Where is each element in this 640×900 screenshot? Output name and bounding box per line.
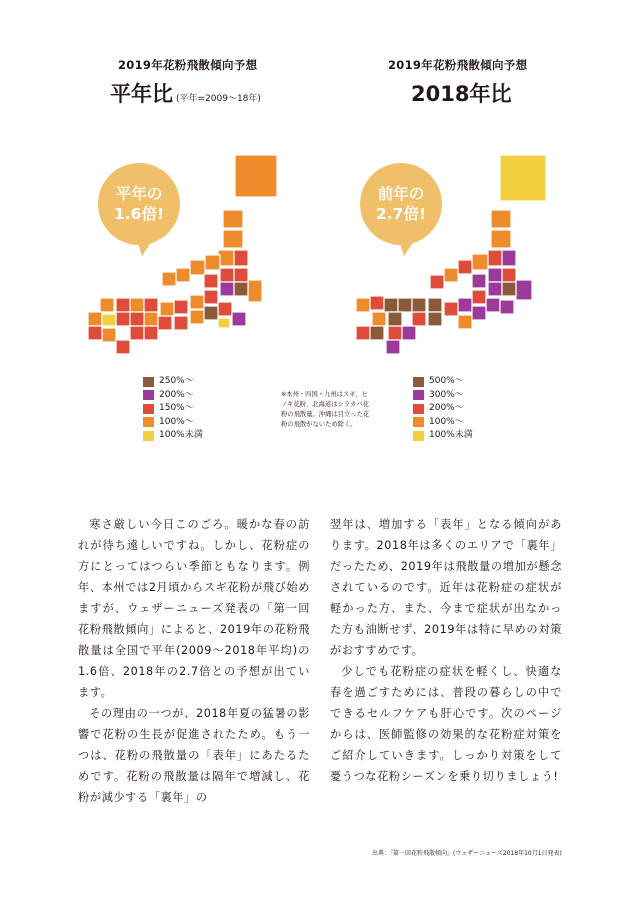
legend-label: 100%〜: [429, 416, 464, 427]
legend-swatch: [413, 390, 424, 400]
legend-swatch: [143, 377, 154, 387]
japan-map-right: [348, 150, 568, 360]
legend-label: 100%〜: [159, 416, 194, 427]
body-paragraph-continuation: 翌年は、増加する「表年」となる傾向があります。2018年は多くのエリアで「裏年」だったため、2019年は飛散量の増加が懸念されているのです。近年は花粉症の症状が軽かった方、また、今まで症状が出なかった方も油断せず、2019年は特に早めの対策がおすすめです。: [330, 518, 562, 657]
legend-label: 500%〜: [429, 376, 464, 386]
legend-label: 200%〜: [159, 389, 194, 400]
left-subtitle: (平年=2009〜18年): [176, 94, 261, 104]
left-bubble-line-1: 平年の: [115, 185, 163, 203]
legend-item: [413, 429, 473, 443]
legend-label: 100%未満: [159, 430, 203, 440]
legend-item: [143, 416, 203, 430]
map-footnote: ※本州・四国・九州はスギ、ヒノキ花粉、北海道はシラカバ花粉の飛散量。沖縄は目立った花粉の飛散がないため除く。: [281, 391, 370, 428]
legend-label: 200%〜: [429, 403, 464, 413]
legend-item: [413, 402, 473, 416]
right-supertitle: 2019年花粉飛散傾向予想: [388, 58, 528, 72]
legend-swatch: [143, 417, 154, 427]
legend-swatch: [413, 404, 424, 414]
left-bubble-line-2: 1.6倍!: [113, 205, 165, 223]
legend-item: [413, 375, 473, 389]
left-legend: [143, 375, 203, 443]
right-bubble-line-1: 前年の: [377, 185, 425, 203]
left-supertitle: 2019年花粉飛散傾向予想: [118, 58, 258, 72]
right-title: 2018年比: [411, 82, 512, 106]
source-citation: 出典：「第一回花粉飛散傾向」(ウェザーニューズ2018年10月1日発表): [372, 850, 562, 857]
legend-label: 250%〜: [159, 376, 194, 386]
legend-item: [143, 389, 203, 403]
body-paragraph: 寒さ厳しい今日このごろ。暖かな春の訪れが待ち遠しいですね。しかし、花粉症の方にとってはつらい季節ともなります。例年、本州では2月頃からスギ花粉が飛び始めますが、ウェザーニューズ発表の「第一回花粉飛散傾向」によると、2019年の花粉飛散量は全国で平年(2009〜2018年平均)の1.6倍、2018年の2.7倍との予想が出ています。: [78, 518, 310, 699]
japan-map-left: [80, 150, 280, 360]
legend-label: 100%未満: [429, 430, 473, 440]
legend-item: [143, 429, 203, 443]
legend-swatch: [143, 390, 154, 400]
body-paragraph: その理由の一つが、2018年夏の猛暑の影響で花粉の生長が促進されたため。もう一つは、花粉の飛散量の「表年」にあたるためです。花粉の飛散量は隔年で増減し、花粉が減少する「裏年」の: [78, 707, 310, 804]
right-legend: [413, 375, 473, 443]
body-left-column: [78, 514, 310, 808]
legend-swatch: [143, 431, 154, 441]
legend-item: [143, 402, 203, 416]
left-title-text: 平年比: [110, 82, 173, 106]
legend-item: [413, 416, 473, 430]
legend-swatch: [413, 417, 424, 427]
legend-label: 300%〜: [429, 389, 464, 400]
legend-item: [143, 375, 203, 389]
legend-item: [413, 389, 473, 403]
legend-swatch: [413, 377, 424, 387]
right-bubble-line-2: 2.7倍!: [375, 205, 427, 223]
legend-swatch: [143, 404, 154, 414]
legend-swatch: [413, 431, 424, 441]
legend-label: 150%〜: [159, 403, 194, 413]
left-title: [110, 78, 261, 108]
body-paragraph: 少しでも花粉症の症状を軽くし、快適な春を過ごすためには、普段の暮らしの中でできるセルフケアも肝心です。次のページからは、医師監修の効果的な花粉症対策をご紹介していきます。しっかり対策をして憂うつな花粉シーズンを乗り切りましょう!: [330, 665, 562, 783]
body-right-column: [330, 514, 562, 787]
